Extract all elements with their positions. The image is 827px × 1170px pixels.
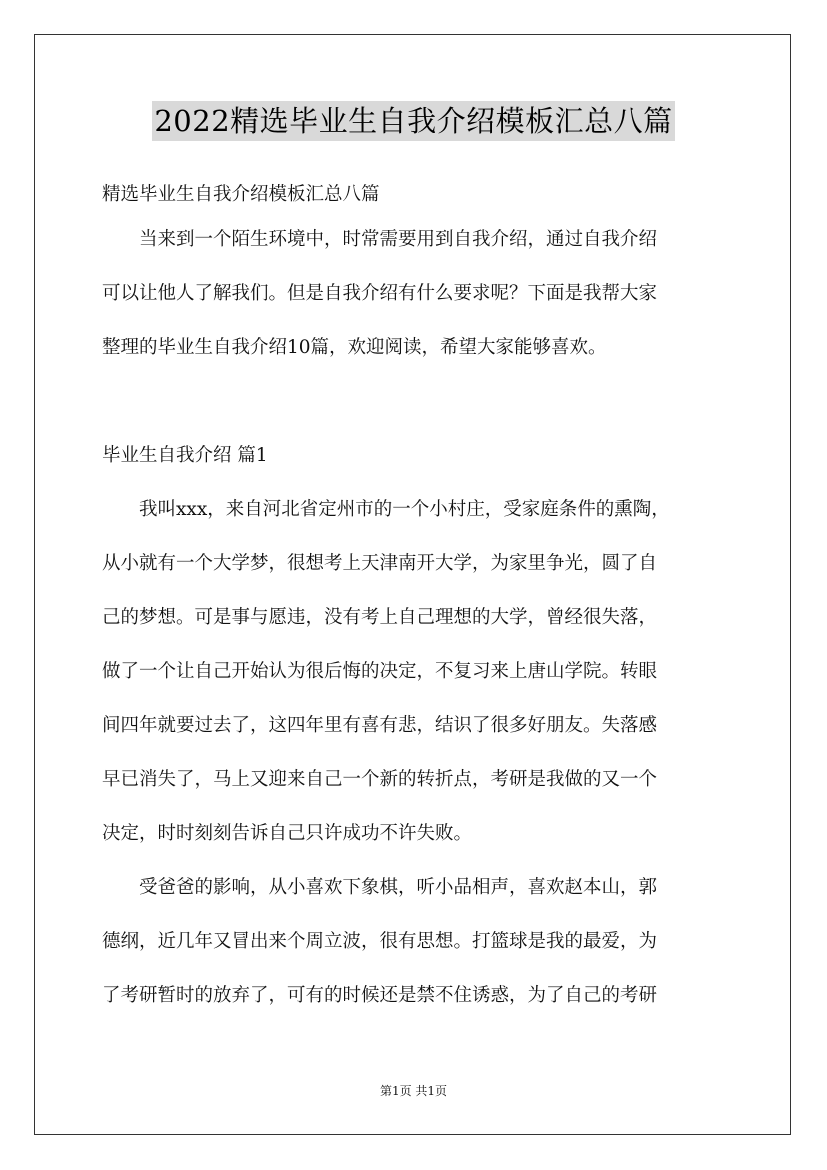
document-title: 2022精选毕业生自我介绍模板汇总八篇 [152, 101, 674, 141]
section-heading: 毕业生自我介绍 篇1 [102, 445, 268, 466]
paragraph-line: 做了一个让自己开始认为很后悔的决定，不复习来上唐山学院。转眼 [102, 661, 658, 682]
intro-paragraph [102, 213, 730, 375]
paragraph-line: 我叫xxx，来自河北省定州市的一个小村庄，受家庭条件的熏陶， [139, 499, 670, 520]
paragraph-2 [102, 861, 730, 1023]
page-footer: 第1页 共1页 [379, 1084, 448, 1098]
paragraph-line: 德纲，近几年又冒出来个周立波，很有思想。打篮球是我的最爱，为 [102, 931, 658, 952]
document-body [102, 176, 730, 1023]
intro-line: 可以让他人了解我们。但是自我介绍有什么要求呢？下面是我帮大家 [102, 283, 658, 304]
paragraph-line: 了考研暂时的放弃了，可有的时候还是禁不住诱惑，为了自己的考研 [102, 985, 658, 1006]
paragraph-line: 从小就有一个大学梦，很想考上天津南开大学，为家里争光，圆了自 [102, 553, 658, 574]
paragraph-line: 早已消失了，马上又迎来自己一个新的转折点，考研是我做的又一个 [102, 769, 658, 790]
intro-line: 整理的毕业生自我介绍10篇，欢迎阅读，希望大家能够喜欢。 [102, 337, 607, 358]
paragraph-1 [102, 483, 730, 861]
paragraph-line: 间四年就要过去了，这四年里有喜有悲，结识了很多好朋友。失落感 [102, 715, 658, 736]
title-wrap [0, 101, 827, 141]
intro-line: 当来到一个陌生环境中，时常需要用到自我介绍，通过自我介绍 [139, 229, 658, 250]
document-subtitle: 精选毕业生自我介绍模板汇总八篇 [102, 184, 380, 205]
paragraph-line: 己的梦想。可是事与愿违，没有考上自己理想的大学，曾经很失落， [102, 607, 658, 628]
paragraph-line: 决定，时时刻刻告诉自己只许成功不许失败。 [102, 823, 473, 844]
paragraph-line: 受爸爸的影响，从小喜欢下象棋，听小品相声，喜欢赵本山，郭 [139, 877, 658, 898]
